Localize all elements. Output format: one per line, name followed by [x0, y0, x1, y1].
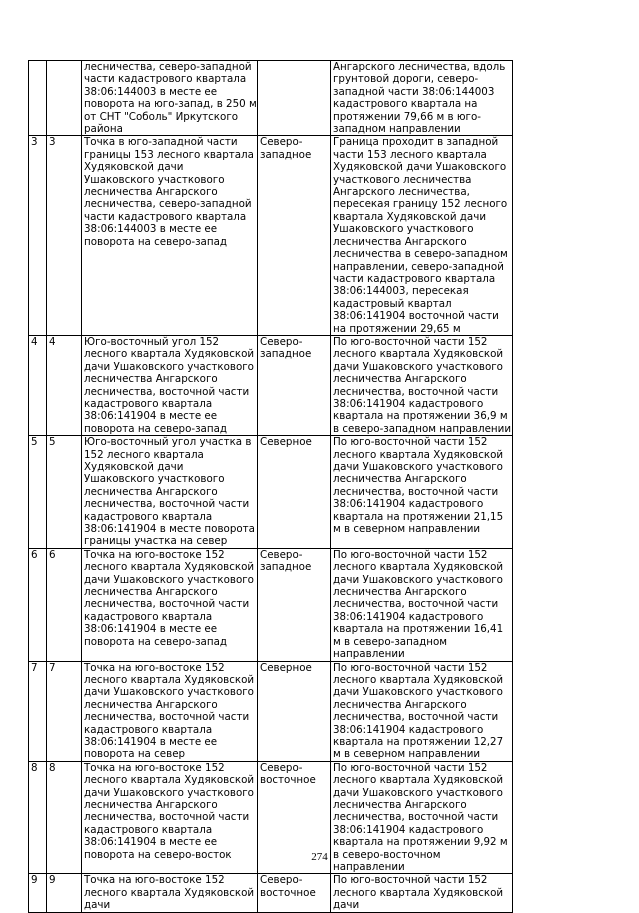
boundary-description-cell: По юго-восточной части 152 лесного квартала Худяковской дачи Ушаковского участкового лесничества Ангарского лесничества, восточной части 38:06:141904 кадастрового квартала на протяжении 9,92 м в северо-восточном направлении: [331, 761, 513, 874]
direction-cell: [258, 61, 331, 136]
table-row: [29, 335, 513, 435]
row-number-cell: [29, 61, 47, 136]
point-number-cell: 8: [47, 761, 82, 874]
row-number-cell: 7: [29, 661, 47, 761]
point-number-cell: 9: [47, 874, 82, 912]
point-description-cell: Точка в юго-западной части границы 153 лесного квартала Худяковской дачи Ушаковского участкового лесничества Ангарского лесничества, северо-западной части кадастрового квартала 38:06:144003 в месте ее поворота на северо-запад: [82, 136, 258, 336]
point-number-cell: 4: [47, 335, 82, 435]
point-description-cell: лесничества, северо-западной части кадастрового квартала 38:06:144003 в месте ее поворота на юго-запад, в 250 м от СНТ "Соболь" Иркутского района: [82, 61, 258, 136]
point-number-cell: 6: [47, 548, 82, 661]
direction-cell: Северо-западное: [258, 548, 331, 661]
table-row: [29, 136, 513, 336]
boundary-description-cell: По юго-восточной части 152 лесного квартала Худяковской дачи Ушаковского участкового лесничества Ангарского лесничества, восточной части 38:06:141904 кадастрового квартала на протяжении 21,15 м в северном направлении: [331, 436, 513, 549]
point-number-cell: 5: [47, 436, 82, 549]
row-number-cell: 9: [29, 874, 47, 912]
direction-cell: Северо-восточное: [258, 874, 331, 912]
table-row: [29, 548, 513, 661]
row-number-cell: 3: [29, 136, 47, 336]
direction-cell: Северное: [258, 436, 331, 549]
direction-cell: Северо-западное: [258, 136, 331, 336]
point-description-cell: Точка на юго-востоке 152 лесного квартала Худяковской дачи Ушаковского участкового лесничества Ангарского лесничества, восточной части кадастрового квартала 38:06:141904 в месте ее поворота на север: [82, 661, 258, 761]
direction-cell: Северо-западное: [258, 335, 331, 435]
point-number-cell: [47, 61, 82, 136]
boundary-description-table: [28, 60, 513, 913]
page-number: 274: [311, 851, 328, 863]
table-row: [29, 661, 513, 761]
direction-cell: Северное: [258, 661, 331, 761]
point-description-cell: Юго-восточный угол участка в 152 лесного квартала Худяковской дачи Ушаковского участкового лесничества Ангарского лесничества, восточной части кадастрового квартала 38:06:141904 в месте поворота границы участка на север: [82, 436, 258, 549]
point-number-cell: 7: [47, 661, 82, 761]
row-number-cell: 4: [29, 335, 47, 435]
boundary-description-cell: Ангарского лесничества, вдоль грунтовой дороги, северо-западной части 38:06:144003 кадастрового квартала на протяжении 79,66 м в юго-западном направлении: [331, 61, 513, 136]
boundary-description-cell: Граница проходит в западной части 153 лесного квартала Худяковской дачи Ушаковского участкового лесничества Ангарского лесничества, пересекая границу 152 лесного квартала Худяковской дачи Ушаковского участкового лесничества Ангарского лесничества в северо-западном направлении, северо-западной части кадастрового квартала 38:06:144003, пересекая кадастровый квартал 38:06:141904 восточной части на протяжении 29,65 м: [331, 136, 513, 336]
point-description-cell: Точка на юго-востоке 152 лесного квартала Худяковской дачи Ушаковского участкового лесничества Ангарского лесничества, восточной части кадастрового квартала 38:06:141904 в месте ее поворота на северо-восток: [82, 761, 258, 874]
direction-cell: Северо-восточное: [258, 761, 331, 874]
point-description-cell: Точка на юго-востоке 152 лесного квартала Худяковской дачи Ушаковского участкового лесничества Ангарского лесничества, восточной части кадастрового квартала 38:06:141904 в месте ее поворота на северо-запад: [82, 548, 258, 661]
boundary-description-cell: По юго-восточной части 152 лесного квартала Худяковской дачи Ушаковского участкового лесничества Ангарского лесничества, восточной части 38:06:141904 кадастрового квартала на протяжении 12,27 м в северном направлении: [331, 661, 513, 761]
boundary-description-cell: По юго-восточной части 152 лесного квартала Худяковской дачи Ушаковского участкового лесничества Ангарского лесничества, восточной части 38:06:141904 кадастрового квартала на протяжении 16,41 м в северо-западном направлении: [331, 548, 513, 661]
boundary-description-cell: По юго-восточной части 152 лесного квартала Худяковской дачи: [331, 874, 513, 912]
table-row: [29, 61, 513, 136]
table-row: [29, 436, 513, 549]
point-description-cell: Юго-восточный угол 152 лесного квартала Худяковской дачи Ушаковского участкового лесничества Ангарского лесничества, восточной части кадастрового квартала 38:06:141904 в месте ее поворота на северо-запад: [82, 335, 258, 435]
boundary-description-cell: По юго-восточной части 152 лесного квартала Худяковской дачи Ушаковского участкового лесничества Ангарского лесничества, восточной части 38:06:141904 кадастрового квартала на протяжении 36,9 м в северо-западном направлении: [331, 335, 513, 435]
point-number-cell: 3: [47, 136, 82, 336]
row-number-cell: 5: [29, 436, 47, 549]
table-row: [29, 874, 513, 912]
row-number-cell: 8: [29, 761, 47, 874]
row-number-cell: 6: [29, 548, 47, 661]
point-description-cell: Точка на юго-востоке 152 лесного квартала Худяковской дачи: [82, 874, 258, 912]
